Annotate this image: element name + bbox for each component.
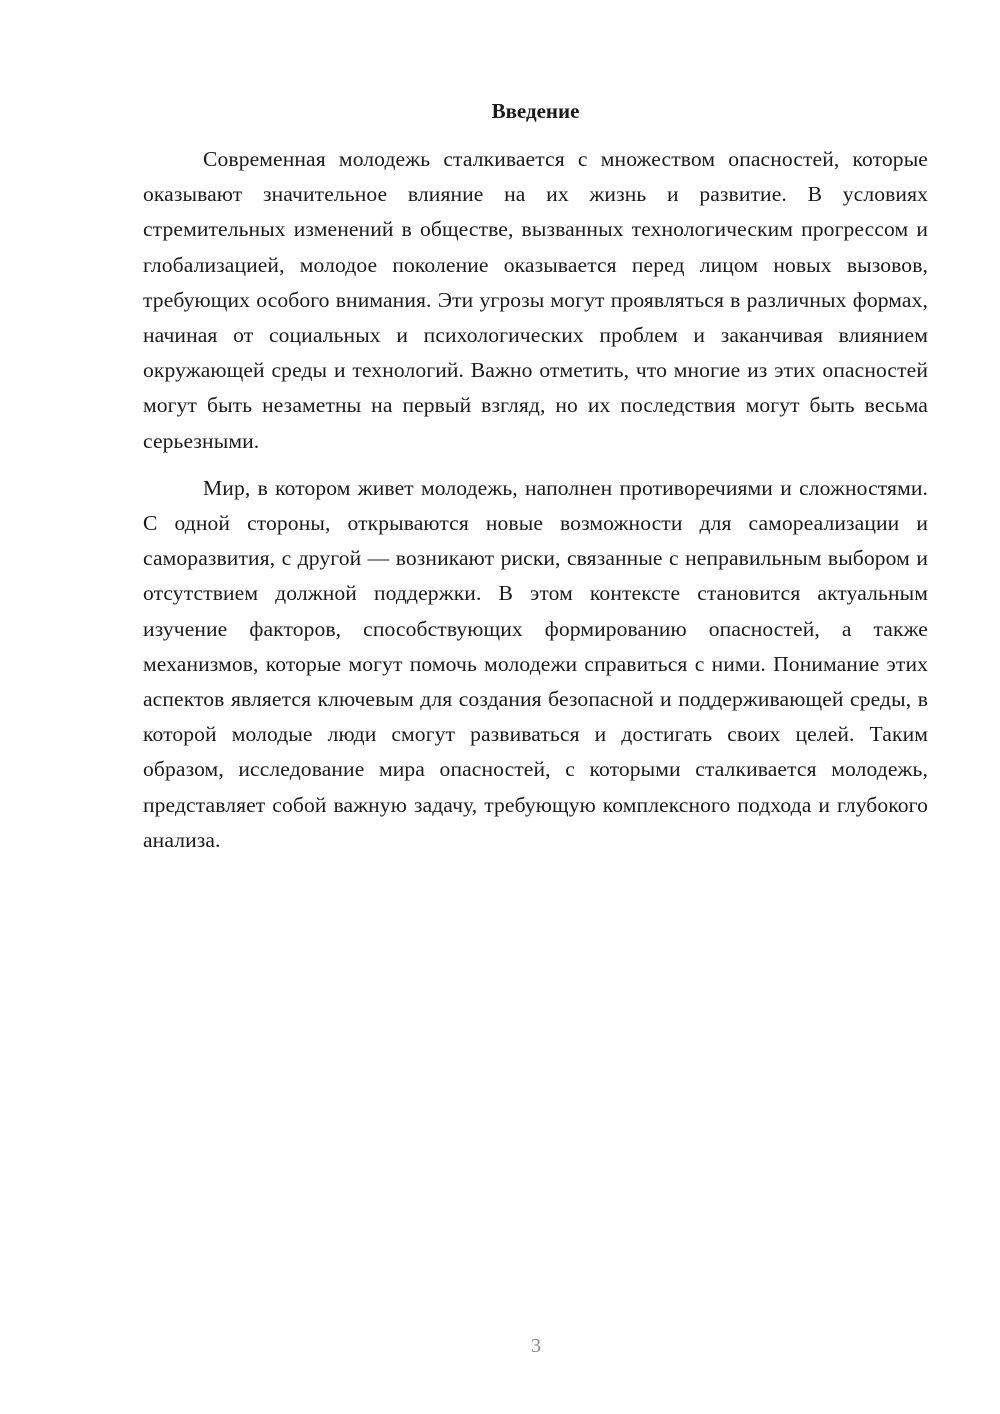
paragraph-2: Мир, в котором живет молодежь, наполнен противоречиями и сложностями. С одной стороны, открываются новые возможности для самореализации и саморазвития, с другой — возникают риски, связанные с неправильным выбором и отсутствием должной поддержки. В этом контексте становится актуальным изучение факторов, способствующих формированию опасностей, а также механизмов, которые могут помочь молодежи справиться с ними. Понимание этих аспектов является ключевым для создания безопасной и поддерживающей среды, в которой молодые люди смогут развиваться и достигать своих целей. Таким образом, исследование мира опасностей, с которыми сталкивается молодежь, представляет собой важную задачу, требующую комплексного подхода и глубокого анализа.: [143, 475, 928, 852]
page-number: 3: [531, 1335, 541, 1357]
paragraph-1: Современная молодежь сталкивается с множеством опасностей, которые оказывают значительное влияние на их жизнь и развитие. В условиях стремительных изменений в обществе, вызванных технологическим прогрессом и глобализацией, молодое поколение оказывается перед лицом новых вызовов, требующих особого внимания. Эти угрозы могут проявляться в различных формах, начиная от социальных и психологических проблем и заканчивая влиянием окружающей среды и технологий. Важно отметить, что многие из этих опасностей могут быть незаметны на первый взгляд, но их последствия могут быть весьма серьезными.: [143, 147, 928, 453]
body-text: [143, 142, 928, 858]
section-heading: Введение: [491, 99, 580, 123]
